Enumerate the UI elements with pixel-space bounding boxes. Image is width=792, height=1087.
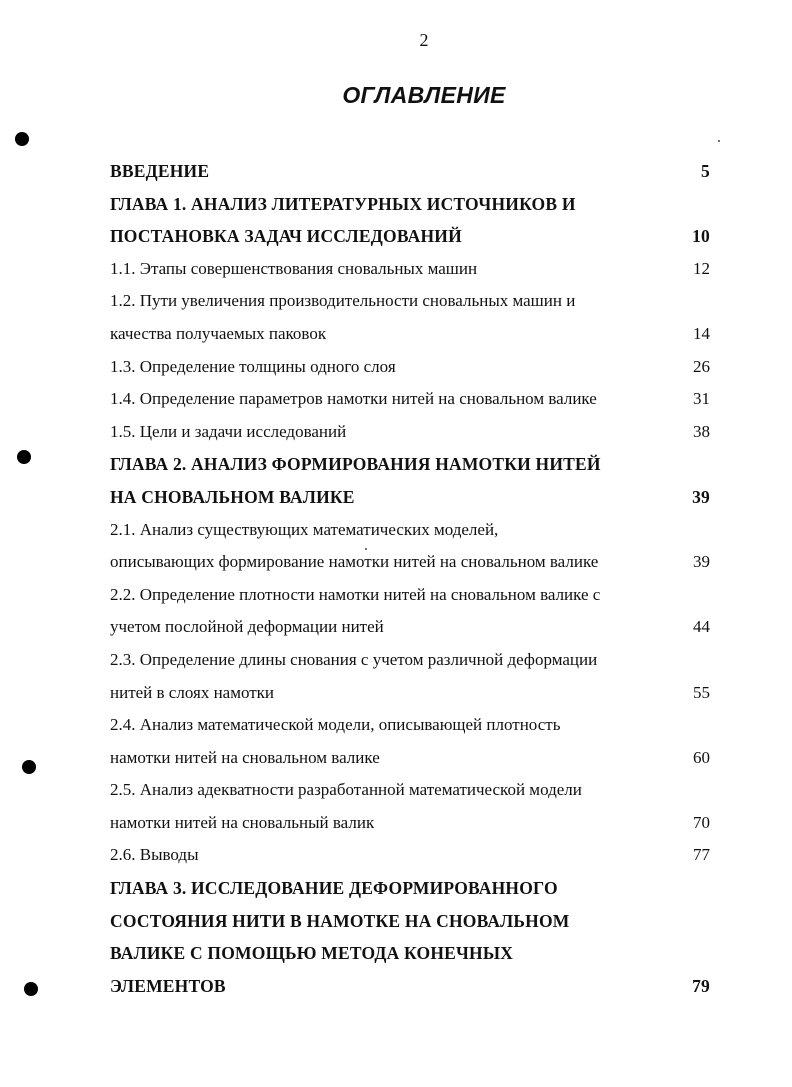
toc-title: ОГЛАВЛЕНИЕ [342,82,506,108]
toc-entry [110,220,710,253]
toc-entry [110,514,710,547]
toc-entry [110,644,710,677]
toc-entry [110,188,710,221]
binder-hole-2 [17,450,31,464]
toc-entry [110,677,710,710]
toc-entry-title: СОСТОЯНИЯ НИТИ В НАМОТКЕ НА СНОВАЛЬНОМ [110,910,570,931]
toc-entry-title: намотки нитей на сновальном валике [110,747,380,767]
toc-entry-page: 60 [693,747,710,767]
toc-entry-page: 79 [692,975,710,996]
toc-entry-page: 39 [693,552,710,572]
toc-entry-title: ГЛАВА 2. АНАЛИЗ ФОРМИРОВАНИЯ НАМОТКИ НИТЕЙ [110,454,601,475]
toc-entry-title: намотки нитей на сновальный валик [110,812,375,832]
scan-speck [718,140,720,142]
toc-entry [110,709,710,742]
toc-entry [110,611,710,644]
toc-entry-title: 2.2. Определение плотности намотки нитей на сновальном валике с [110,584,601,604]
toc-entry-page: 55 [693,682,710,702]
toc-entry-title: учетом послойной деформации нитей [110,617,384,637]
toc-entry-title: 1.1. Этапы совершенствования сновальных машин [110,258,478,278]
toc-entry-title: 1.4. Определение параметров намотки нитей на сновальном валике [110,389,597,409]
toc-entry-title: качества получаемых паковок [110,323,327,343]
toc-entry-title: 2.1. Анализ существующих математических моделей, [110,519,499,539]
toc-entry-page: 44 [693,617,710,637]
binder-hole-1 [15,132,29,146]
toc-entry-title: ВАЛИКЕ С ПОМОЩЬЮ МЕТОДА КОНЕЧНЫХ [110,943,514,964]
toc-entry-page: 77 [693,845,710,865]
toc-entry-page: 14 [693,323,710,343]
toc-entry-title: 2.4. Анализ математической модели, описывающей плотность [110,715,561,735]
toc-entry-title: ПОСТАНОВКА ЗАДАЧ ИССЛЕДОВАНИЙ [110,226,462,247]
toc-entry [110,937,710,970]
toc-entry-page: 39 [692,486,710,507]
toc-entry [110,481,710,514]
toc-entry [110,155,710,188]
toc-entry [110,905,710,938]
toc-entry-page: 5 [701,161,710,181]
binder-hole-4 [24,982,38,996]
toc-entry [110,285,710,318]
toc-entry-title: 2.6. Выводы [110,845,199,865]
toc-entry-title: нитей в слоях намотки [110,682,275,702]
toc-entry-page: 10 [692,226,710,247]
binder-hole-3 [22,760,36,774]
toc-entry [110,318,710,351]
toc-entry-title: 1.2. Пути увеличения производительности сновальных машин и [110,291,576,311]
toc-entry-title: 1.3. Определение толщины одного слоя [110,356,396,376]
toc-entry [110,872,710,905]
toc-entry [110,448,710,481]
toc-entry [110,383,710,416]
toc-entry-page: 31 [693,389,710,409]
toc-entry [110,351,710,384]
toc-entry [110,774,710,807]
toc-entry [110,970,710,1003]
toc-entry-page: 70 [693,812,710,832]
toc-entry [110,253,710,286]
toc-entry [110,546,710,579]
toc-entry-title: ЭЛЕМЕНТОВ [110,975,226,996]
toc-entry [110,742,710,775]
toc-entry-title: ВВЕДЕНИЕ [110,161,210,181]
page-number: 2 [419,30,429,50]
toc-entry-page: 38 [693,421,710,441]
toc-entry-title: 1.5. Цели и задачи исследований [110,421,347,441]
toc-entry-title: ГЛАВА 3. ИССЛЕДОВАНИЕ ДЕФОРМИРОВАННОГО [110,878,558,899]
table-of-contents [110,155,710,1002]
toc-entry [110,807,710,840]
toc-entry-page: 12 [693,258,710,278]
toc-entry-title: описывающих формирование намотки нитей на сновальном валике [110,552,599,572]
toc-entry [110,579,710,612]
toc-entry-title: ГЛАВА 1. АНАЛИЗ ЛИТЕРАТУРНЫХ ИСТОЧНИКОВ И [110,193,576,214]
toc-entry-title: НА СНОВАЛЬНОМ ВАЛИКЕ [110,486,355,507]
toc-entry-title: 2.5. Анализ адекватности разработанной математической модели [110,780,582,800]
toc-entry-title: 2.3. Определение длины снования с учетом различной деформации [110,649,598,669]
toc-entry-page: 26 [693,356,710,376]
toc-entry [110,839,710,872]
toc-entry [110,416,710,449]
